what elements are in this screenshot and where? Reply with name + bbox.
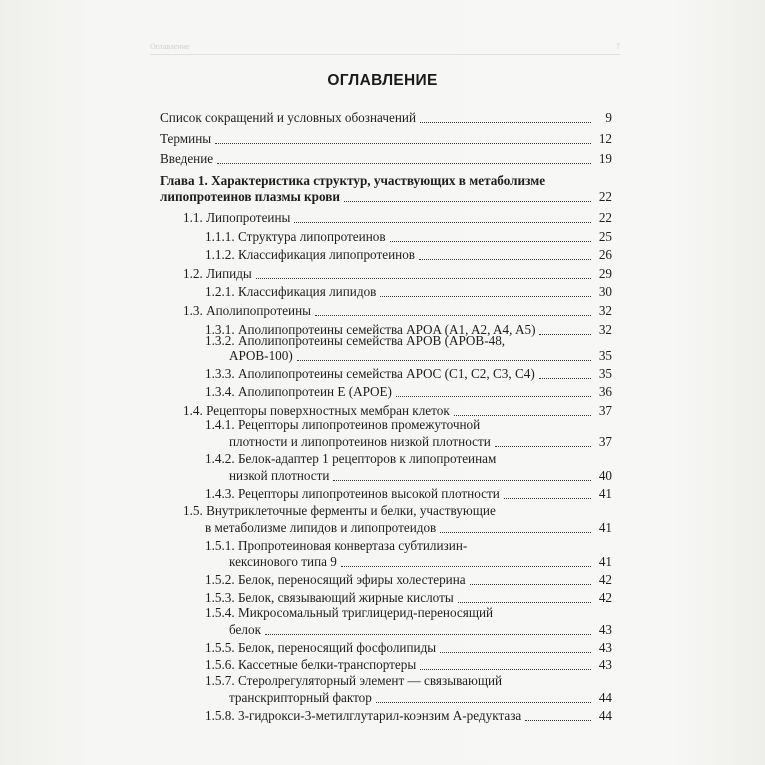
toc-entry-title: 1.5.3. Белок, связывающий жирные кислоты bbox=[205, 590, 454, 605]
dot-leader bbox=[420, 668, 591, 670]
toc-entry-title: 1.3.3. Аполипопротеины семейства APOC (C1, C2, C3, C4) bbox=[205, 366, 535, 381]
toc-page-number: 32 bbox=[598, 322, 612, 337]
toc-page-number: 30 bbox=[598, 284, 612, 299]
toc-entry-1-5-2[interactable] bbox=[205, 572, 612, 588]
dot-leader bbox=[525, 719, 591, 721]
toc-entry-abbrev[interactable] bbox=[160, 110, 612, 126]
page-title: ОГЛАВЛЕНИЕ bbox=[327, 72, 438, 89]
dot-leader bbox=[256, 277, 591, 279]
dot-leader bbox=[376, 701, 591, 703]
toc-entry-title: липопротеинов плазмы крови bbox=[160, 189, 340, 204]
toc-page-number: 36 bbox=[598, 384, 612, 399]
toc-page-number: 43 bbox=[598, 657, 612, 672]
toc-entry-title: Термины bbox=[160, 131, 212, 146]
toc-page-number: 29 bbox=[598, 266, 612, 281]
toc-page-number: 19 bbox=[598, 151, 612, 166]
dot-leader bbox=[265, 633, 591, 635]
toc-page-number: 25 bbox=[598, 229, 612, 244]
toc-page-number: 43 bbox=[598, 640, 612, 655]
toc-page-number: 43 bbox=[598, 622, 612, 637]
toc-page-number: 42 bbox=[598, 590, 612, 605]
toc-entry-intro[interactable] bbox=[160, 151, 612, 167]
toc-entry-title: 1.4. Рецепторы поверхностных мембран клеток bbox=[183, 403, 450, 418]
toc-page-number: 44 bbox=[598, 690, 612, 705]
toc-page-number: 37 bbox=[598, 403, 612, 418]
toc-page-number: 26 bbox=[598, 247, 612, 262]
toc-entry-title: 1.3.4. Аполипопротеин E (APOE) bbox=[205, 384, 392, 399]
running-header-right: 7 bbox=[616, 42, 620, 51]
toc-page-number: 35 bbox=[598, 348, 612, 363]
toc-page-number: 12 bbox=[598, 131, 612, 146]
toc-entry-1-3-2[interactable] bbox=[229, 348, 612, 364]
toc-entry-1-3-4[interactable] bbox=[205, 384, 612, 400]
dot-leader bbox=[390, 240, 591, 242]
toc-page-number: 22 bbox=[598, 210, 612, 225]
toc-entry-title: белок bbox=[229, 622, 261, 637]
toc-page-number: 37 bbox=[598, 434, 612, 449]
toc-entry-1-5-line1: 1.5. Внутриклеточные ферменты и белки, участвующие bbox=[183, 503, 496, 518]
toc-entry-1-5-5[interactable] bbox=[205, 640, 612, 656]
toc-entry-title: 1.5.8. 3-гидрокси-3-метилглутарил-коэнзим А-редуктаза bbox=[205, 708, 522, 723]
toc-entry-title: кексинового типа 9 bbox=[229, 554, 337, 569]
toc-entry-title: 1.1.2. Классификация липопротеинов bbox=[205, 247, 416, 262]
toc-entry-chapter-1[interactable] bbox=[160, 189, 612, 205]
toc-entry-1-4-1[interactable] bbox=[229, 434, 612, 450]
toc-entry-1-1-1[interactable] bbox=[205, 229, 612, 245]
toc-entry-title: транскрипторный фактор bbox=[229, 690, 372, 705]
dot-leader bbox=[420, 121, 591, 123]
dot-leader bbox=[396, 395, 591, 397]
toc-entry-title: 1.2.1. Классификация липидов bbox=[205, 284, 377, 299]
dot-leader bbox=[539, 377, 591, 379]
dot-leader bbox=[419, 258, 591, 260]
toc-entry-1-5-1[interactable] bbox=[229, 554, 612, 570]
toc-page-number: 42 bbox=[598, 572, 612, 587]
toc-entry-1-5-7-line1: 1.5.7. Стеролрегуляторный элемент — связывающий bbox=[205, 673, 503, 688]
toc-page-number: 35 bbox=[598, 366, 612, 381]
toc-entry-1-4-2-line1: 1.4.2. Белок-адаптер 1 рецепторов к липопротеинам bbox=[205, 451, 497, 466]
dot-leader bbox=[454, 414, 591, 416]
toc-entry-1-4-2[interactable] bbox=[229, 468, 612, 484]
toc-entry-title: 1.5.6. Кассетные белки-транспортеры bbox=[205, 657, 417, 672]
toc-entry-title: плотности и липопротеинов низкой плотности bbox=[229, 434, 491, 449]
toc-entry-title: APOB-100) bbox=[229, 348, 293, 363]
toc-entry-1-3[interactable] bbox=[183, 303, 612, 319]
toc-entry-title: Введение bbox=[160, 151, 214, 166]
toc-entry-1-5-4[interactable] bbox=[229, 622, 612, 638]
toc-page-number: 9 bbox=[605, 110, 612, 125]
dot-leader bbox=[344, 200, 591, 202]
toc-entry-title: 1.5.5. Белок, переносящий фосфолипиды bbox=[205, 640, 437, 655]
dot-leader bbox=[215, 142, 591, 144]
dot-leader bbox=[217, 162, 591, 164]
toc-entry-1-5-3[interactable] bbox=[205, 590, 612, 606]
toc-entry-title: 1.3. Аполипопротеины bbox=[183, 303, 312, 318]
toc-entry-title: 1.1. Липопротеины bbox=[183, 210, 291, 225]
toc-entry-1-2-1[interactable] bbox=[205, 284, 612, 300]
toc-entry-1-5[interactable] bbox=[205, 520, 612, 536]
dot-leader bbox=[294, 221, 591, 223]
toc-entry-1-5-4-line1: 1.5.4. Микросомальный триглицерид-переносящий bbox=[205, 605, 494, 620]
dot-leader bbox=[297, 359, 591, 361]
toc-entry-1-5-8[interactable] bbox=[205, 708, 612, 724]
toc-entry-1-1-2[interactable] bbox=[205, 247, 612, 263]
toc-entry-title: 1.3.1. Аполипопротеины семейства APOA (A1, A2, A4, A5) bbox=[205, 322, 536, 337]
toc-entry-1-5-7[interactable] bbox=[229, 690, 612, 706]
toc-entry-1-2[interactable] bbox=[183, 266, 612, 282]
toc-page-number: 32 bbox=[598, 303, 612, 318]
toc-entry-terms[interactable] bbox=[160, 131, 612, 147]
toc-page-number: 41 bbox=[598, 520, 612, 535]
dot-leader bbox=[539, 333, 591, 335]
toc-entry-1-5-1-line1: 1.5.1. Пропротеиновая конвертаза субтилизин- bbox=[205, 538, 468, 553]
toc-entry-1-3-3[interactable] bbox=[205, 366, 612, 382]
toc-entry-1-1[interactable] bbox=[183, 210, 612, 226]
toc-entry-title: Список сокращений и условных обозначений bbox=[160, 110, 416, 125]
dot-leader bbox=[341, 565, 591, 567]
toc-page-number: 44 bbox=[598, 708, 612, 723]
running-header-left: Оглавление bbox=[150, 42, 190, 51]
dot-leader bbox=[504, 497, 591, 499]
dot-leader bbox=[333, 479, 591, 481]
dot-leader bbox=[470, 583, 591, 585]
toc-entry-title: 1.2. Липиды bbox=[183, 266, 252, 281]
toc-entry-1-5-6[interactable] bbox=[205, 657, 612, 673]
dot-leader bbox=[380, 295, 591, 297]
dot-leader bbox=[458, 601, 591, 603]
toc-entry-1-3-2-line1: 1.3.2. Аполипопротеины семейства APOB (APOB-48, bbox=[205, 333, 506, 348]
toc-page-number: 22 bbox=[598, 189, 612, 204]
toc-page-number: 41 bbox=[598, 554, 612, 569]
dot-leader bbox=[440, 651, 591, 653]
dot-leader bbox=[315, 314, 591, 316]
dot-leader bbox=[495, 445, 591, 447]
toc-entry-title: низкой плотности bbox=[229, 468, 330, 483]
toc-entry-title: 1.1.1. Структура липопротеинов bbox=[205, 229, 386, 244]
toc-entry-1-4-1-line1: 1.4.1. Рецепторы липопротеинов промежуточной bbox=[205, 417, 481, 432]
dot-leader bbox=[440, 531, 591, 533]
toc-page-number: 40 bbox=[598, 468, 612, 483]
toc-entry-1-4-3[interactable] bbox=[205, 486, 612, 502]
toc-entry-title: 1.4.3. Рецепторы липопротеинов высокой плотности bbox=[205, 486, 500, 501]
toc-page-number: 41 bbox=[598, 486, 612, 501]
toc-entry-title: 1.5.2. Белок, переносящий эфиры холестерина bbox=[205, 572, 466, 587]
toc-entry-title: в метаболизме липидов и липопротеидов bbox=[205, 520, 437, 535]
chapter-1-title-line1: Глава 1. Характеристика структур, участвующих в метаболизме bbox=[160, 173, 546, 188]
